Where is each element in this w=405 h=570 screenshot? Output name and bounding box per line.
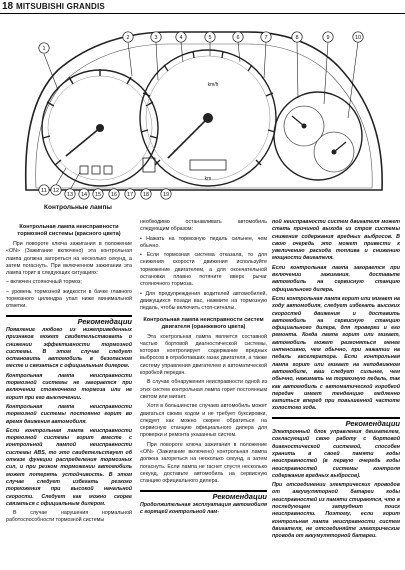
- paragraph: Появление любого из нижеприведенных признаков может свидетельствовать о снижении эффективности тормозной системы. В этом случае следует остановить автомобиль в безопасном месте и связаться с официальным дилером.: [6, 326, 132, 370]
- paragraph: При отсоединении электрических проводов от аккумуляторной батареи коды неисправностей из памяти стираются, что в последующем затруднит поиск неисправности. Поэтому, если горит контрольная лампа неисправности систем двигателя, не отсоединяйте электрические провода от аккумуляторной батареи.: [272, 482, 400, 540]
- paragraph: Хотя в большинстве случаев автомобиль может двигаться своим ходом и не требует буксировки, следует как можно скорее обратиться на сервисную станцию официального дилера для проверки и ремонта указанных систем.: [140, 403, 267, 439]
- recommendations-heading: Рекомендации: [140, 490, 267, 500]
- callout-6: 6: [236, 35, 240, 41]
- recommendations-heading: Рекомендации: [272, 417, 400, 427]
- paragraph: В случае нарушения нормальной работоспособности тормозной системы: [6, 510, 132, 524]
- paragraph: Если контрольная лампа горит или мигает на ходу автомобиля, следует избегать высоких скоростей движения и доставить автомобиль на сервисную станцию официального дилера, для проверки и его ремонта. Когда лампа горит или мигает, автомобиль может разгоняться менее интенсивно, чем обычно, при нажатии на педаль акселератора. Если контрольная лампа горит или мигает на неподвижном автомобиле, ваш следует сильнее, чем обычно, нажимать на тормозную педаль, так как автомобиль с автоматической коробкой передач имеет тенденцию медленно катиться вперед при повышенной частоте холостого хода.: [272, 295, 400, 412]
- figure-caption: Контрольные лампы: [44, 204, 112, 211]
- callout-1: 1: [42, 46, 46, 52]
- recommendations-body: [272, 429, 400, 540]
- paragraph: Если контрольная лампа неисправности тормозной системы горит вместе с контрольной лампой неисправности системы ABS, то это свидетельствует об отказе функции распределения тормозных сил, и при резком торможении автомобиль может потерять устойчивость. В этом случае следует избегать резкого торможения при высокой начальной скорости. Следует как можно скорее связаться с официальным дилером.: [6, 427, 132, 507]
- callout-17: 17: [126, 192, 134, 198]
- column-3: [272, 219, 400, 542]
- odometer-label: km: [204, 176, 212, 182]
- speed-unit: km/h: [207, 82, 219, 88]
- header-title: MITSUBISHI GRANDIS: [16, 2, 105, 11]
- column-1: [6, 220, 132, 527]
- paragraph: необходимо останавливать автомобиль следующим образом:: [140, 219, 267, 233]
- heading-brake-lamp: Контрольная лампа неисправности тормозной системы (красного цвета): [17, 224, 121, 237]
- paragraph: Контрольная лампа неисправности тормозной системы постоянно горит во время движения автомобиля.: [6, 403, 132, 425]
- paragraph: При повороте ключа зажигания в положение «ON» (Зажигание включено) эта контрольная лампа должна загореться на несколько секунд, а затем погаснуть. При включенном зажигании эта лампа горит в следующих ситуациях:: [6, 241, 132, 277]
- callout-11: 11: [41, 188, 47, 194]
- cluster-outline: [26, 32, 382, 190]
- list-item: • Для предупреждения водителей автомобилей, движущихся позади вас, нажмите на тормозную педаль, чтобы включить стоп-сигналы.: [140, 290, 267, 312]
- header-rule: [0, 13, 405, 14]
- callout-lines: [44, 42, 358, 190]
- callout-2: 2: [126, 35, 130, 41]
- callout-16: 16: [110, 192, 118, 198]
- instrument-cluster-figure: [18, 18, 390, 200]
- fuel-temp-gauges: [274, 92, 362, 180]
- paragraph: Электронный блок управления двигателем, согласующий свою работу с бортовой диагностической системой, способен хранить в своей памяти коды неисправностей (в первую очередь коды неисправностей системы контроля содержания вредных выбросов).: [272, 429, 400, 479]
- paragraph: Контрольная лампа неисправности тормозной системы не загорается при включении стояночного тормоза или не горит при его выключении.: [6, 372, 132, 401]
- recommendations-heading: Рекомендации: [6, 315, 132, 325]
- paragraph: Если контрольная лампа загорается при включении зажигания, доставьте автомобиль на сервисную станцию официального дилера.: [272, 264, 400, 293]
- list-item: • Если тормозная система отказала, то для снижения скорости движения используйте торможение двигателем, а для окончательной остановки плавно потяните вверх рычаг стояночного тормоза.: [140, 252, 267, 288]
- page-header: [0, 0, 405, 14]
- paragraph: При повороте ключа зажигания в положение «ON» (Зажигание включено) контрольная лампа должна загореться на несколько секунд, а затем погаснуть. Если лампа не гаснет спустя несколько секунд, доставьте автомобиль на сервисную станцию официального дилера.: [140, 441, 267, 485]
- callout-13: 13: [66, 192, 74, 198]
- paragraph: В случае обнаружения неисправности одной из этих систем контрольная лампа горит постоянным светом или мигает.: [140, 379, 267, 400]
- paragraph: Продолжительная эксплуатация автомобиля с горящей контрольной лам-: [140, 501, 267, 516]
- callout-19: 19: [162, 192, 170, 198]
- paragraph: пой неисправности систем двигателя может стать причиной выхода из строя системы снижения содержания вредных выбросов. В свою очередь это может привести к увеличению расхода топлива и снижению мощности двигателя.: [272, 219, 400, 262]
- callout-10: 10: [354, 35, 362, 41]
- callout-18: 18: [142, 192, 150, 198]
- callout-8: 8: [295, 35, 299, 41]
- callout-12: 12: [52, 188, 60, 194]
- list-item: – включен стояночный тормоз;: [6, 279, 82, 286]
- recommendations-body: [6, 327, 132, 508]
- callout-14: 14: [80, 192, 88, 198]
- list-item: – уровень тормозной жидкости в бачке главного тормозного цилиндра упал ниже минимальной отметки.: [6, 288, 132, 310]
- recommendations-body: [140, 502, 267, 517]
- column-2: [140, 219, 267, 518]
- callout-4: 4: [179, 35, 183, 41]
- speedometer: [140, 50, 276, 186]
- page-number: 18: [2, 1, 14, 12]
- heading-engine-lamp: Контрольная лампа неисправности систем двигателя (оранжевого цвета): [143, 316, 264, 330]
- callout-9: 9: [326, 35, 330, 41]
- callout-7: 7: [264, 35, 268, 41]
- list-item: • Нажать на тормозную педаль сильнее, чем обычно.: [140, 235, 267, 249]
- callout-15: 15: [94, 192, 102, 198]
- recommendations-body: [272, 219, 400, 413]
- paragraph: Эта контрольная лампа является составной частью бортовой диагностической системы, которая контролирует содержание вредных выбросов в отработавших газах двигателя, а также систему управления двигателем и автоматической коробкой передач.: [140, 333, 267, 377]
- callout-3: 3: [154, 35, 158, 41]
- callout-5: 5: [208, 35, 212, 41]
